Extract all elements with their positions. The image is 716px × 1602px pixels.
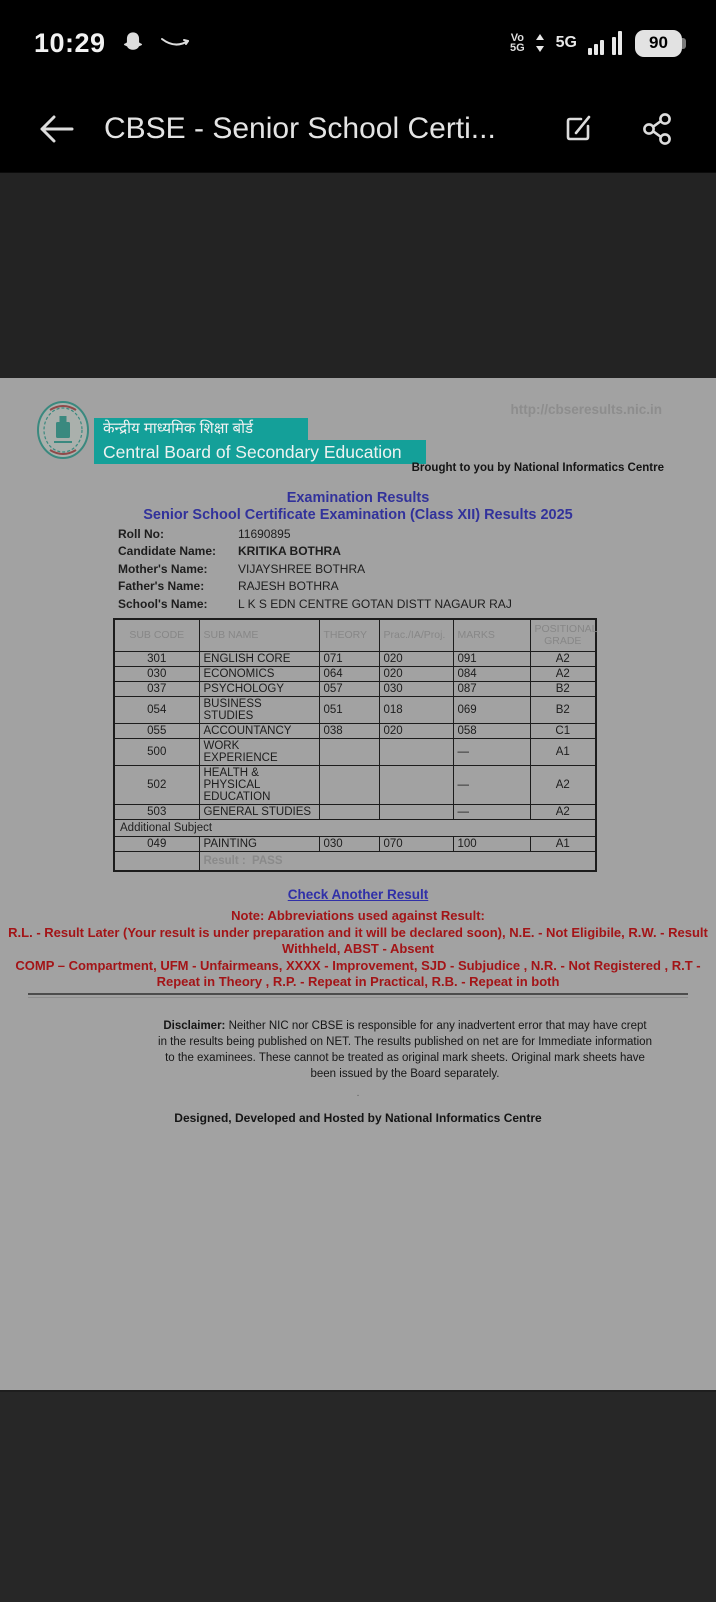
network-type-label: 5G: [555, 34, 577, 51]
table-row: [114, 723, 596, 738]
table-cell: HEALTH & PHYSICAL EDUCATION: [199, 765, 319, 804]
compose-icon: [560, 111, 596, 147]
signal-bars-icon: [588, 31, 622, 55]
footer-credit: Designed, Developed and Hosted by National Informatics Centre: [174, 1111, 542, 1125]
app-bar: [0, 86, 716, 172]
table-cell: 054: [114, 696, 199, 723]
table-cell: 020: [379, 723, 453, 738]
additional-subject-row: [114, 819, 596, 836]
school-name-value: L K S EDN CENTRE GOTAN DISTT NAGAUR RAJ: [238, 596, 512, 611]
abbreviations-note: [8, 908, 708, 991]
data-arrows-icon: [534, 33, 546, 53]
check-another-result-link[interactable]: Check Another Result: [287, 887, 429, 902]
mother-name-label: Mother's Name:: [118, 561, 208, 576]
table-cell: A2: [530, 804, 596, 819]
table-cell: 071: [319, 651, 379, 666]
result-status: Result : PASS: [199, 851, 596, 871]
table-cell: [319, 804, 379, 819]
battery-level: 90: [649, 33, 668, 52]
table-cell: 069: [453, 696, 530, 723]
table-cell: 037: [114, 681, 199, 696]
table-cell: GENERAL STUDIES: [199, 804, 319, 819]
disclaimer: [158, 1018, 652, 1082]
table-cell: [379, 804, 453, 819]
father-name-value: RAJESH BOTHRA: [238, 579, 339, 594]
divider-line: [28, 993, 688, 998]
disclaimer-text: Neither NIC nor CBSE is responsible for any inadvertent error that may have crept in the results being published on NET. The results published on net are for Immediate information to the examinees. These cannot be treated as original mark sheets. Original mark sheets have been issued by the Board separately.: [158, 1020, 652, 1080]
back-button[interactable]: [30, 103, 82, 155]
table-cell: 018: [379, 696, 453, 723]
table-cell: ENGLISH CORE: [199, 651, 319, 666]
table-cell: [379, 738, 453, 765]
page-title: CBSE - Senior School Certi...: [104, 112, 496, 145]
table-row: [114, 666, 596, 681]
table-cell: WORK EXPERIENCE: [199, 738, 319, 765]
table-header-row: [114, 619, 596, 651]
table-row: [114, 696, 596, 723]
clock-time: 10:29: [34, 27, 106, 58]
table-cell: B2: [530, 681, 596, 696]
brought-by-text: Brought to you by National Informatics Centre: [411, 462, 664, 474]
table-cell: 038: [319, 723, 379, 738]
exam-title: Senior School Certificate Examination (Class XII) Results 2025: [143, 507, 573, 523]
table-row: [114, 738, 596, 765]
result-row: [114, 851, 596, 871]
table-cell: [114, 851, 199, 871]
marks-table-body: [114, 651, 596, 871]
candidate-name-label: Candidate Name:: [118, 544, 217, 559]
table-cell: 084: [453, 666, 530, 681]
check-another-result: [0, 886, 716, 904]
table-cell: 301: [114, 651, 199, 666]
table-cell: 064: [319, 666, 379, 681]
webview-top-gap: [0, 172, 716, 379]
table-cell: PAINTING: [199, 836, 319, 851]
table-cell: 100: [453, 836, 530, 851]
table-cell: 030: [319, 836, 379, 851]
table-cell: 502: [114, 765, 199, 804]
col-positional-grade: POSITIONAL GRADE: [530, 619, 596, 651]
amazon-notification-icon: [160, 35, 192, 51]
table-cell: 051: [319, 696, 379, 723]
share-icon: [640, 111, 676, 147]
table-cell: 091: [453, 651, 530, 666]
school-name-label: School's Name:: [118, 596, 208, 611]
table-cell: —: [453, 804, 530, 819]
table-cell: C1: [530, 723, 596, 738]
student-info: [118, 525, 512, 613]
additional-subject-label: Additional Subject: [114, 819, 596, 836]
table-cell: [319, 765, 379, 804]
share-button[interactable]: [630, 101, 686, 157]
note-title: Note: Abbreviations used against Result:: [231, 908, 485, 923]
table-cell: 055: [114, 723, 199, 738]
results-title: Examination Results: [286, 490, 430, 506]
table-cell: —: [453, 738, 530, 765]
table-cell: A1: [530, 738, 596, 765]
table-cell: A2: [530, 651, 596, 666]
table-cell: 503: [114, 804, 199, 819]
table-cell: [319, 738, 379, 765]
results-page: [0, 378, 716, 1390]
site-url: http://cbseresults.nic.in: [510, 402, 662, 417]
table-cell: 030: [379, 681, 453, 696]
table-cell: BUSINESS STUDIES: [199, 696, 319, 723]
candidate-name-value: KRITIKA BOTHRA: [238, 544, 341, 559]
snapchat-notification-icon: [120, 30, 146, 56]
table-cell: 049: [114, 836, 199, 851]
cbse-logo: [36, 400, 90, 465]
table-cell: ACCOUNTANCY: [199, 723, 319, 738]
note-line-1: R.L. - Result Later (Your result is under preparation and it will be declared soon), N.E. - Not Eligibile, R.W. - Result Withheld, ABST - Absent: [8, 924, 708, 956]
father-name-label: Father's Name:: [118, 579, 205, 594]
table-cell: 500: [114, 738, 199, 765]
col-sub-name: SUB NAME: [199, 619, 319, 651]
col-prac: Prac./IA/Proj.: [379, 619, 453, 651]
table-cell: 020: [379, 651, 453, 666]
table-cell: —: [453, 765, 530, 804]
table-cell: [379, 765, 453, 804]
table-cell: A1: [530, 836, 596, 851]
table-cell: 058: [453, 723, 530, 738]
edit-button[interactable]: [550, 101, 606, 157]
org-name-hindi: केन्द्रीय माध्यमिक शिक्षा बोर्ड: [94, 418, 308, 440]
col-sub-code: SUB CODE: [114, 619, 199, 651]
table-cell: A2: [530, 765, 596, 804]
back-arrow-icon: [37, 114, 75, 144]
status-bar: [0, 0, 716, 86]
table-cell: 087: [453, 681, 530, 696]
table-row: [114, 651, 596, 666]
note-line-2: COMP – Compartment, UFM - Unfairmeans, XXXX - Improvement, SJD - Subjudice , N.R. - Not Registered , R.T - Repeat in Theory , R.P. - Repeat in Practical, R.B. - Repeat in both: [15, 957, 701, 989]
webview-bottom-gap: [0, 1390, 716, 1602]
col-marks: MARKS: [453, 619, 530, 651]
table-cell: 020: [379, 666, 453, 681]
roll-no-label: Roll No:: [118, 526, 164, 541]
table-row: [114, 836, 596, 851]
table-cell: A2: [530, 666, 596, 681]
table-row: [114, 765, 596, 804]
volte-indicator: Vo 5G: [509, 32, 525, 54]
col-theory: THEORY: [319, 619, 379, 651]
table-cell: 057: [319, 681, 379, 696]
table-cell: 070: [379, 836, 453, 851]
battery-indicator: [635, 30, 682, 57]
disclaimer-label: Disclaimer:: [163, 1020, 226, 1032]
org-name-english: Central Board of Secondary Education: [94, 440, 426, 464]
table-cell: ECONOMICS: [199, 666, 319, 681]
table-cell: PSYCHOLOGY: [199, 681, 319, 696]
separator-dot: .: [356, 1088, 360, 1099]
mother-name-value: VIJAYSHREE BOTHRA: [238, 561, 366, 576]
table-cell: 030: [114, 666, 199, 681]
table-row: [114, 681, 596, 696]
table-row: [114, 804, 596, 819]
table-cell: B2: [530, 696, 596, 723]
marks-table: [113, 618, 597, 872]
roll-no-value: 11690895: [238, 526, 291, 541]
